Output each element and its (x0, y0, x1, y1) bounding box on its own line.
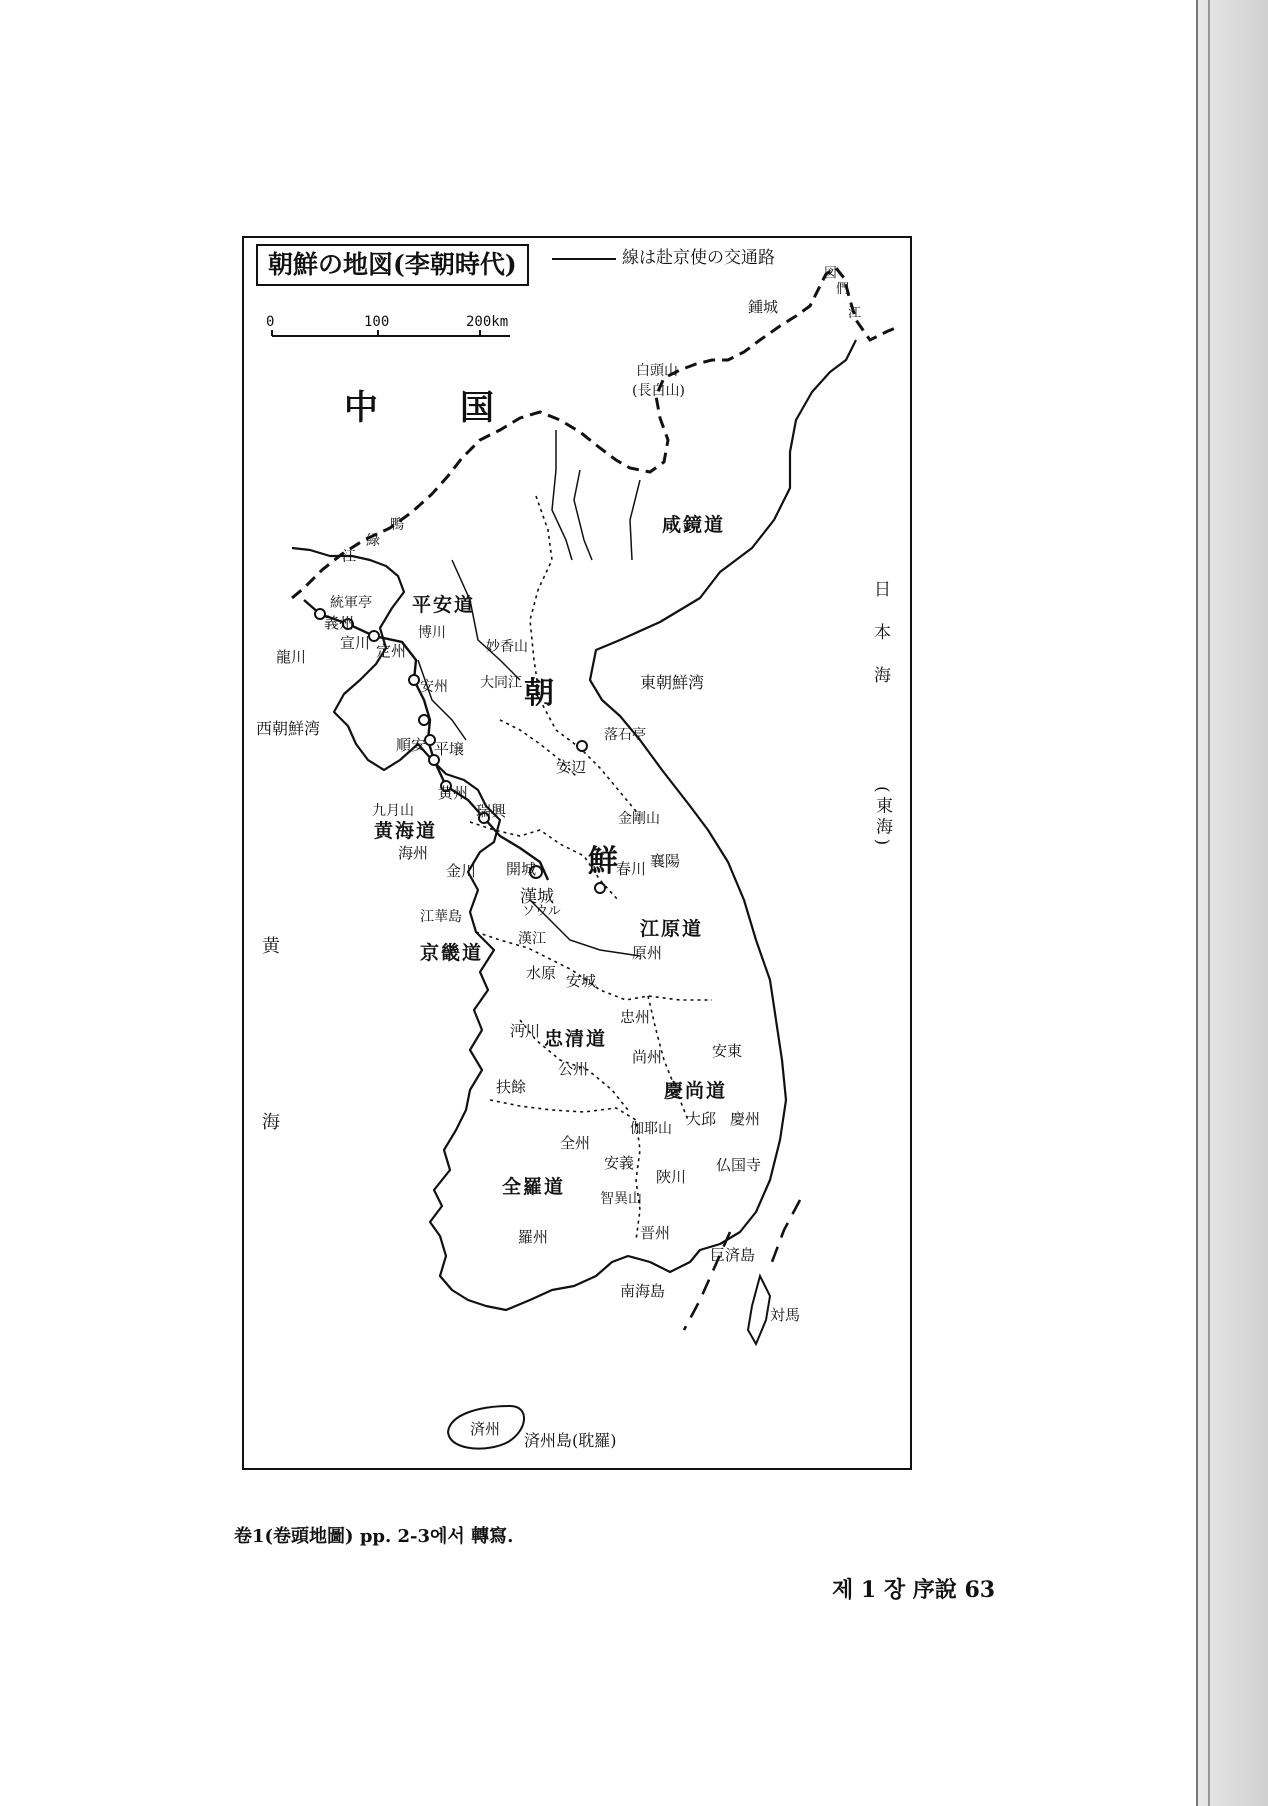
place-suwon: 水原 (526, 964, 557, 982)
place-chuncheon: 春川 (616, 860, 647, 878)
place-hwangju: 黄州 (438, 784, 469, 802)
place-jinju: 晋州 (640, 1224, 671, 1242)
east-bay-label: 東朝鮮湾 (640, 673, 705, 692)
place-haeju: 海州 (398, 844, 429, 862)
korea-label-2: 鮮 (588, 844, 618, 879)
west-bay-label: 西朝鮮湾 (256, 719, 321, 738)
place-kaesong: 開城 (506, 860, 537, 878)
region-hamgyong: 咸鏡道 (662, 514, 726, 536)
yellow-sea-label-2: 海 (262, 1112, 280, 1133)
place-tonggunjeong: 統軍亭 (330, 595, 372, 611)
place-geumcheon: 金川 (446, 862, 477, 880)
place-changbai: (長白山) (632, 383, 685, 399)
place-uiju: 義州 (324, 614, 355, 632)
japan-sea-label: 日本海 (870, 580, 890, 709)
scale-zero: 0 (266, 314, 275, 330)
place-geoje: 巨済島 (710, 1246, 756, 1264)
place-naju: 羅州 (518, 1228, 549, 1246)
page-footer: 제 1 장 序說 63 (832, 1577, 996, 1603)
place-gayasan: 伽耶山 (630, 1121, 672, 1137)
place-seoul: ソウル (522, 904, 561, 919)
place-namhae: 南海島 (620, 1282, 666, 1300)
place-hanseong: 漢城 (520, 887, 554, 907)
place-sangju: 尚州 (632, 1048, 663, 1066)
place-ganghwa: 江華島 (420, 909, 462, 925)
legend-label: 線は赴京使の交通路 (622, 248, 775, 268)
place-seoncheon: 宣川 (340, 634, 371, 652)
place-chungju: 忠州 (620, 1008, 651, 1026)
east-sea-label: (東海) (872, 786, 892, 850)
place-yalu-1: 江 (342, 549, 356, 565)
place-tumen-1: 図 (824, 266, 838, 281)
scale-mid: 100 (364, 314, 390, 330)
place-jeju-city: 済州 (470, 1420, 501, 1438)
scale-max: 200km (466, 314, 509, 330)
place-anju: 安州 (420, 679, 448, 695)
place-daedong: 大同江 (480, 675, 522, 691)
place-anbyon: 安辺 (556, 758, 587, 776)
place-baekdu: 白頭山 (636, 363, 678, 379)
place-tumen-3: 江 (848, 306, 862, 321)
region-gyeonggi: 京畿道 (420, 942, 484, 964)
place-yangyang: 襄陽 (650, 852, 681, 870)
place-anui: 安義 (604, 1154, 635, 1172)
place-buyeo: 扶餘 (496, 1078, 527, 1096)
place-jeju-island: 済州島(耽羅) (524, 1431, 617, 1450)
place-guwol: 九月山 (372, 803, 414, 819)
place-myeoncheon: 沔川 (510, 1022, 541, 1040)
place-yalu-2: 緑 (366, 533, 380, 549)
place-hapcheon: 陜川 (656, 1168, 687, 1186)
place-wonju: 原州 (632, 944, 663, 962)
place-daegu: 大邱 (686, 1110, 717, 1128)
place-ryongcheon: 龍川 (276, 648, 307, 666)
map-title: 朝鮮の地図(李朝時代) (256, 244, 529, 286)
place-jeongju: 定州 (376, 642, 407, 660)
place-jirisan: 智異山 (600, 1191, 642, 1207)
place-geumgang: 金剛山 (618, 811, 660, 827)
china-label-1: 中 (344, 388, 378, 428)
place-suncheon: 順安 (396, 736, 427, 754)
place-tsushima: 対馬 (770, 1306, 801, 1324)
place-bulguksa: 仏国寺 (716, 1156, 762, 1174)
place-myohyang: 妙香山 (486, 639, 528, 655)
place-jeonju: 全州 (560, 1134, 591, 1152)
place-yalu-3: 鴨 (390, 517, 404, 533)
yellow-sea-label-1: 黄 (262, 936, 280, 957)
region-chungcheong: 忠清道 (544, 1028, 608, 1050)
place-seoheung: 瑞興 (476, 802, 507, 820)
place-nakseokjeong: 落石亭 (604, 727, 646, 743)
place-bakcheon: 博川 (418, 625, 446, 641)
figure-caption: 卷1(卷頭地圖) pp. 2-3에서 轉寫. (234, 1526, 514, 1547)
region-gyeongsang: 慶尚道 (664, 1080, 728, 1102)
region-jeolla: 全羅道 (502, 1176, 566, 1198)
place-tumen-2: 們 (836, 282, 850, 297)
place-andong: 安東 (712, 1042, 743, 1060)
tsushima-island (748, 1276, 770, 1344)
region-pyongan: 平安道 (412, 594, 476, 616)
place-hangang: 漢江 (518, 931, 546, 947)
korea-label-1: 朝 (524, 676, 554, 711)
region-hwanghae: 黄海道 (374, 820, 438, 842)
place-pyongyang: 平壌 (434, 740, 465, 758)
region-gangwon: 江原道 (640, 918, 704, 940)
place-jongseong: 鍾城 (748, 298, 779, 316)
place-gyeongju: 慶州 (730, 1110, 761, 1128)
scale-bar (272, 330, 510, 336)
place-anseong: 安城 (566, 972, 597, 990)
china-label-2: 国 (460, 388, 494, 428)
place-gongju: 公州 (558, 1060, 589, 1078)
